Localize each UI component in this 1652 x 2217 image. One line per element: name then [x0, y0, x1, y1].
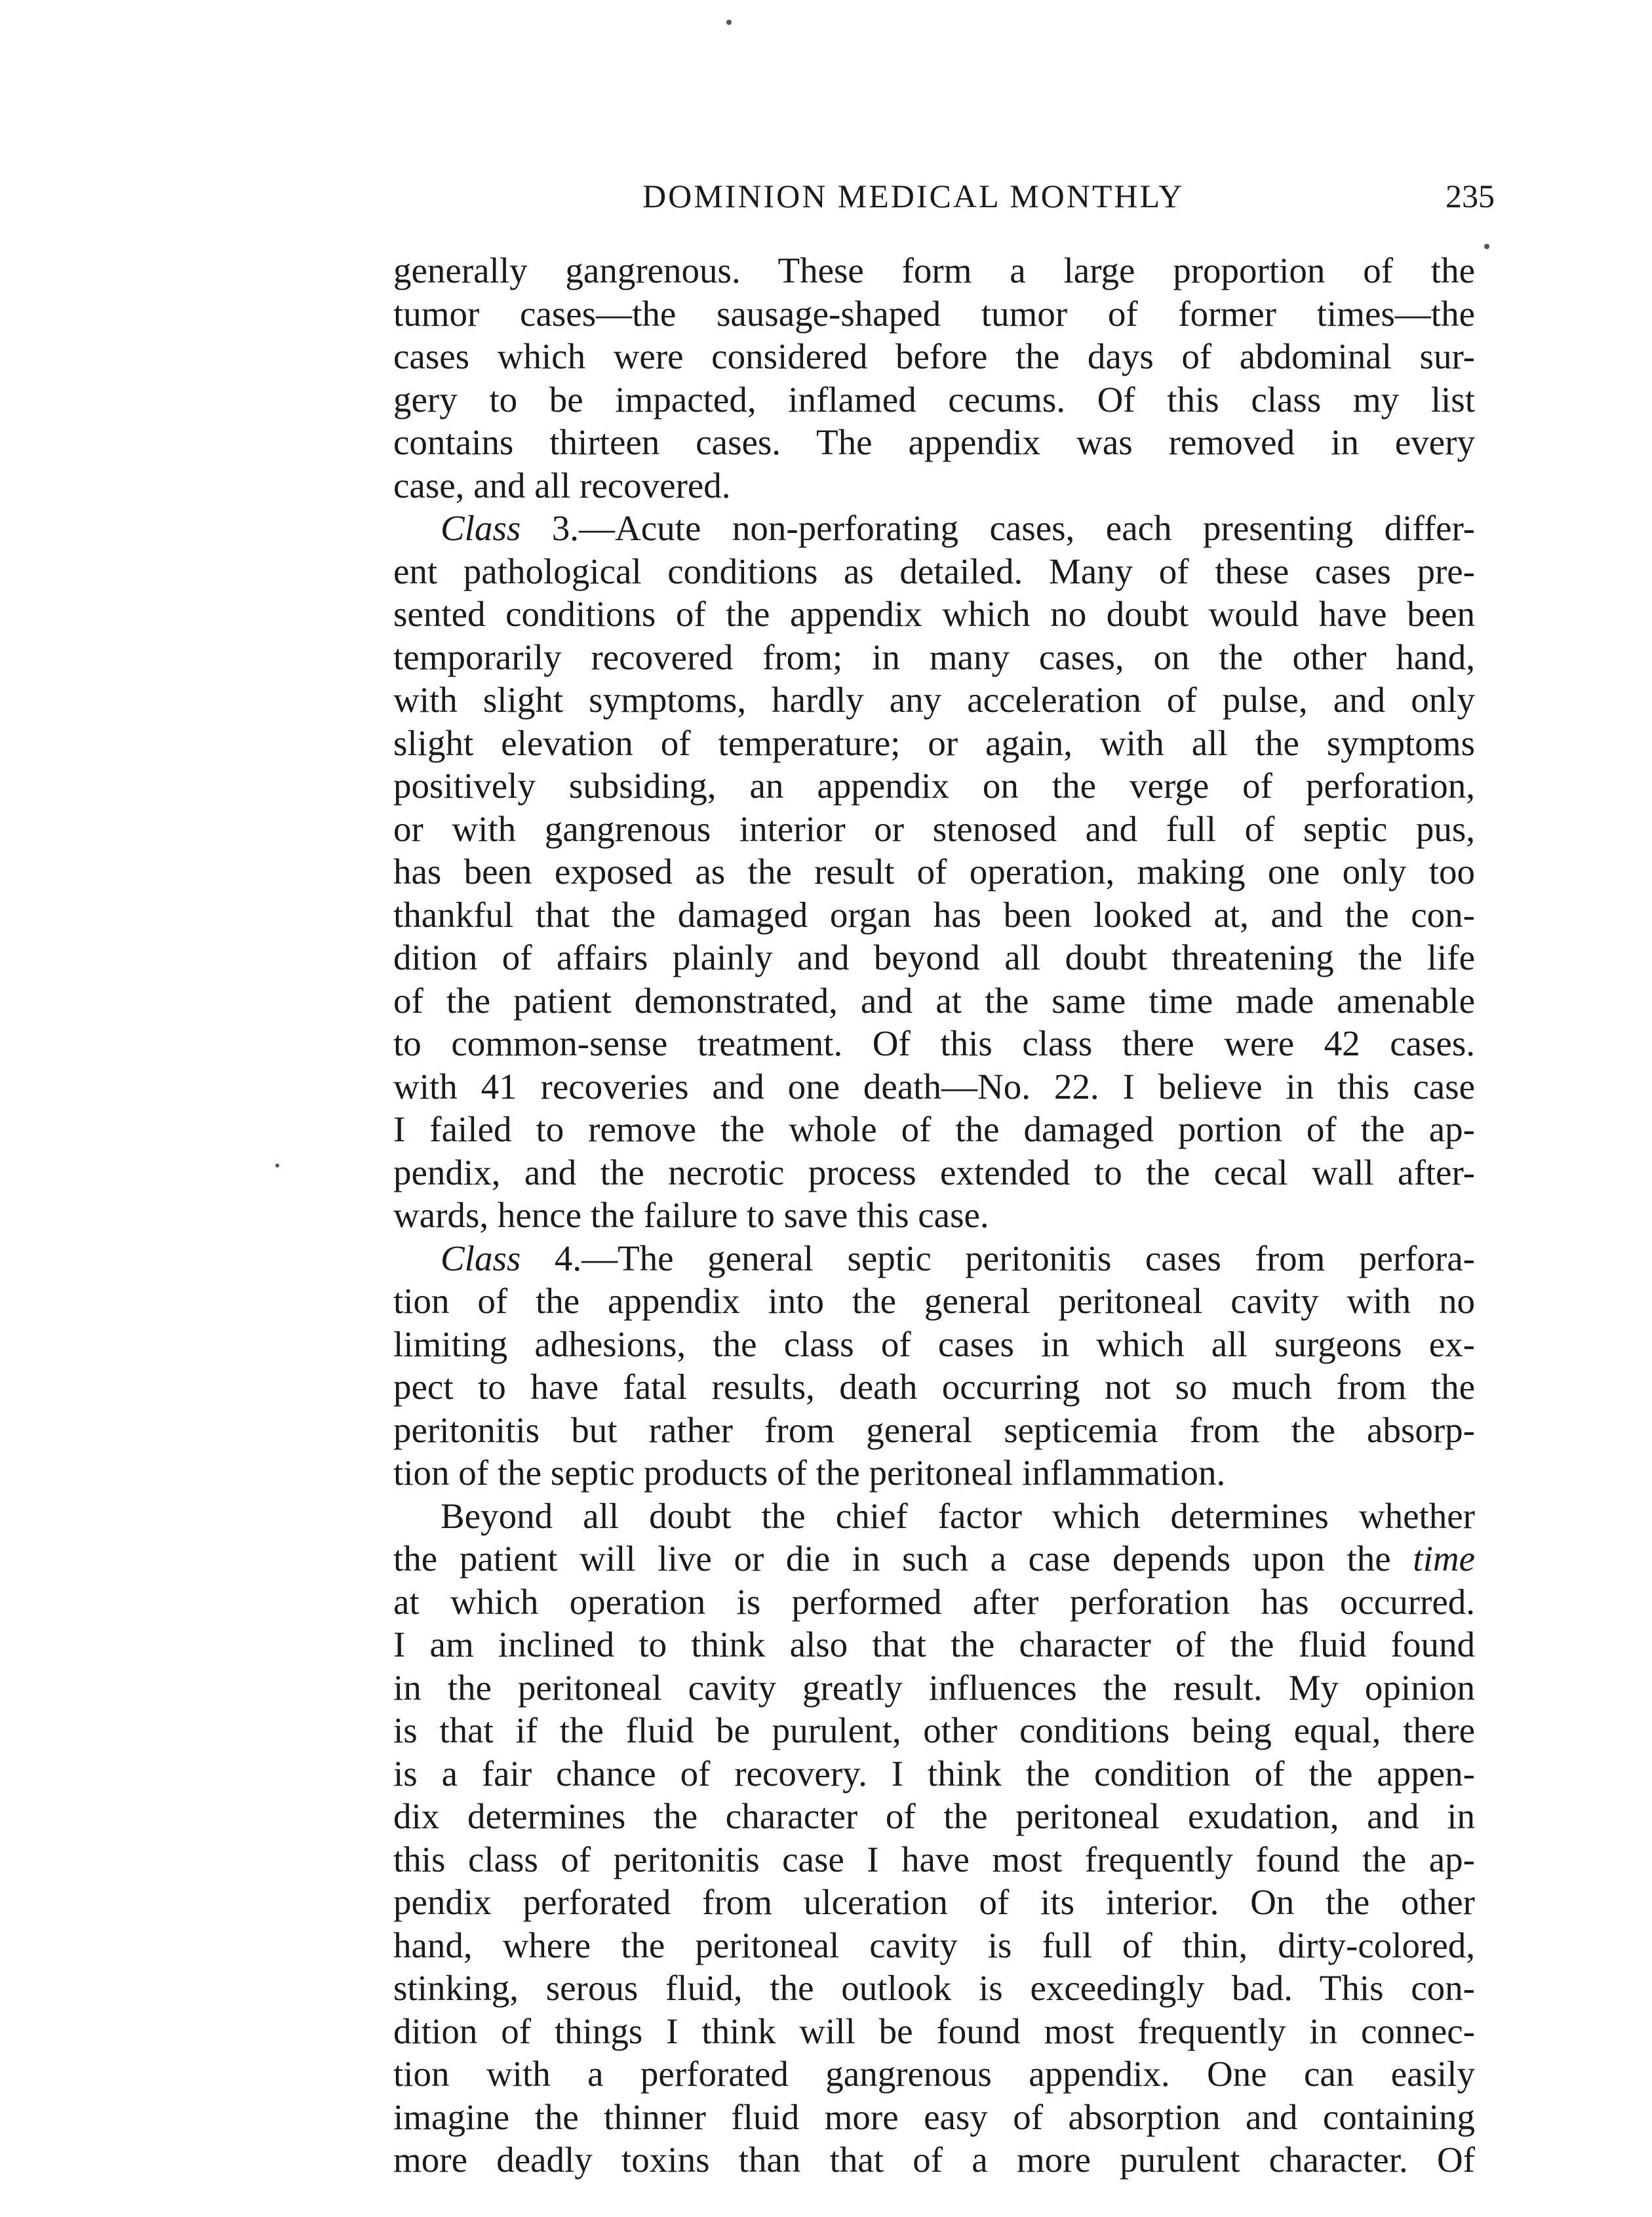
text-line — [393, 678, 1475, 722]
italic-run: Class — [441, 508, 521, 548]
text-run: thankful that the damaged organ has been looked at, and the con- — [393, 894, 1475, 935]
text-line — [393, 1709, 1475, 1752]
text-run: in the peritoneal cavity greatly influences the result. My opinion — [393, 1667, 1475, 1708]
text-run: I failed to remove the whole of the damaged portion of the ap- — [393, 1109, 1475, 1149]
text-run: of the patient demonstrated, and at the same time made amenable — [393, 980, 1475, 1021]
text-line — [393, 850, 1475, 893]
text-run: at which operation is performed after perforation has occurred. — [393, 1581, 1475, 1622]
text-line — [393, 979, 1475, 1023]
text-line — [393, 636, 1475, 679]
text-run: pendix, and the necrotic process extended to the cecal wall after- — [393, 1152, 1475, 1192]
text-run: I am inclined to think also that the character of the fluid found — [393, 1624, 1475, 1664]
text-run: stinking, serous fluid, the outlook is exceedingly bad. This con- — [393, 1968, 1475, 2008]
scan-speck — [1484, 244, 1489, 249]
text-run: ent pathological conditions as detailed. Many of these cases pre- — [393, 551, 1475, 591]
text-line — [393, 1881, 1475, 1924]
text-line — [393, 808, 1475, 851]
text-run: temporarily recovered from; in many cases, on the other hand, — [393, 637, 1475, 677]
text-line — [393, 722, 1475, 765]
text-run: slight elevation of temperature; or again, with all the symptoms — [393, 722, 1475, 763]
body-text — [393, 249, 1475, 2182]
text-line — [393, 1194, 1475, 1237]
text-run: with 41 recoveries and one death—No. 22. I believe in this case — [393, 1066, 1475, 1107]
text-run: cases which were considered before the days of abdominal sur- — [393, 336, 1475, 376]
text-line — [393, 1237, 1475, 1280]
text-run: is that if the fluid be purulent, other conditions being equal, there — [393, 1710, 1475, 1750]
text-line — [393, 1924, 1475, 1967]
text-line — [393, 1537, 1475, 1580]
text-line — [393, 1795, 1475, 1838]
text-run: tion of the septic products of the peritoneal inflammation. — [393, 1453, 1226, 1493]
scan-speck — [726, 20, 732, 25]
text-line — [393, 1151, 1475, 1194]
text-line — [393, 507, 1475, 550]
text-run: the patient will live or die in such a case depends upon the — [393, 1539, 1413, 1579]
text-run: contains thirteen cases. The appendix was removed in every — [393, 422, 1475, 462]
text-line — [393, 2096, 1475, 2139]
text-line — [393, 1365, 1475, 1409]
text-run: pect to have fatal results, death occurring not so much from the — [393, 1367, 1475, 1407]
text-run: dix determines the character of the peritoneal exudation, and in — [393, 1796, 1475, 1836]
text-line — [393, 1022, 1475, 1065]
text-line — [393, 1623, 1475, 1666]
text-line — [393, 1451, 1475, 1495]
text-run: 3.—Acute non-perforating cases, each presenting differ- — [521, 508, 1475, 548]
text-line — [393, 1108, 1475, 1151]
text-run: with slight symptoms, hardly any acceleration of pulse, and only — [393, 680, 1475, 720]
text-line — [393, 1065, 1475, 1108]
text-run: wards, hence the failure to save this case. — [393, 1195, 989, 1235]
page-number: 235 — [1446, 178, 1495, 214]
scan-speck — [275, 1164, 279, 1167]
text-run: case, and all recovered. — [393, 465, 731, 505]
text-line — [393, 1752, 1475, 1795]
text-run: generally gangrenous. These form a large proportion of the — [393, 250, 1475, 290]
text-run: this class of peritonitis case I have most frequently found the ap- — [393, 1839, 1475, 1879]
text-line — [393, 335, 1475, 378]
text-run: 4.—The general septic peritonitis cases from perfora- — [521, 1238, 1475, 1278]
text-run: peritonitis but rather from general septicemia from the absorp- — [393, 1409, 1475, 1450]
text-run: Beyond all doubt the chief factor which determines whether — [441, 1495, 1475, 1536]
text-run: is a fair chance of recovery. I think the condition of the appen- — [393, 1753, 1475, 1794]
text-line — [393, 2138, 1475, 2182]
text-line — [393, 1580, 1475, 1624]
italic-run: Class — [441, 1238, 521, 1278]
text-run: has been exposed as the result of operation, making one only too — [393, 852, 1475, 892]
running-title: DOMINION MEDICAL MONTHLY — [642, 178, 1185, 214]
text-line — [393, 764, 1475, 808]
text-line — [393, 593, 1475, 636]
running-head — [393, 177, 1495, 223]
text-line — [393, 936, 1475, 979]
text-run: to common-sense treatment. Of this class there were 42 cases. — [393, 1023, 1475, 1063]
text-run: dition of things I think will be found most frequently in connec- — [393, 2011, 1475, 2051]
text-line — [393, 1666, 1475, 1710]
text-line — [393, 1323, 1475, 1366]
text-line — [393, 249, 1475, 292]
text-line — [393, 1838, 1475, 1881]
text-run: gery to be impacted, inflamed cecums. Of this class my list — [393, 379, 1475, 420]
text-line — [393, 893, 1475, 937]
text-run: hand, where the peritoneal cavity is full of thin, dirty-colored, — [393, 1925, 1475, 1965]
text-line — [393, 421, 1475, 464]
text-line — [393, 292, 1475, 336]
text-run: sented conditions of the appendix which no doubt would have been — [393, 594, 1475, 634]
text-line — [393, 1280, 1475, 1323]
text-line — [393, 378, 1475, 422]
text-run: dition of affairs plainly and beyond all doubt threatening the life — [393, 937, 1475, 977]
text-run: pendix perforated from ulceration of its interior. On the other — [393, 1882, 1475, 1922]
text-line — [393, 464, 1475, 507]
text-line — [393, 2052, 1475, 2096]
text-line — [393, 1409, 1475, 1452]
text-run: limiting adhesions, the class of cases in which all surgeons ex- — [393, 1324, 1475, 1364]
text-run: imagine the thinner fluid more easy of absorption and containing — [393, 2096, 1475, 2137]
text-run: positively subsiding, an appendix on the verge of perforation, — [393, 766, 1475, 806]
text-run: tion with a perforated gangrenous appendix. One can easily — [393, 2054, 1475, 2094]
text-line — [393, 550, 1475, 593]
italic-run: time — [1413, 1539, 1475, 1579]
text-line — [393, 1967, 1475, 2010]
text-run: tion of the appendix into the general peritoneal cavity with no — [393, 1281, 1475, 1321]
text-line — [393, 1495, 1475, 1538]
text-line — [393, 2010, 1475, 2053]
text-run: tumor cases—the sausage-shaped tumor of former times—the — [393, 293, 1475, 334]
text-run: or with gangrenous interior or stenosed and full of septic pus, — [393, 808, 1475, 849]
text-run: more deadly toxins than that of a more purulent character. Of — [393, 2140, 1475, 2180]
